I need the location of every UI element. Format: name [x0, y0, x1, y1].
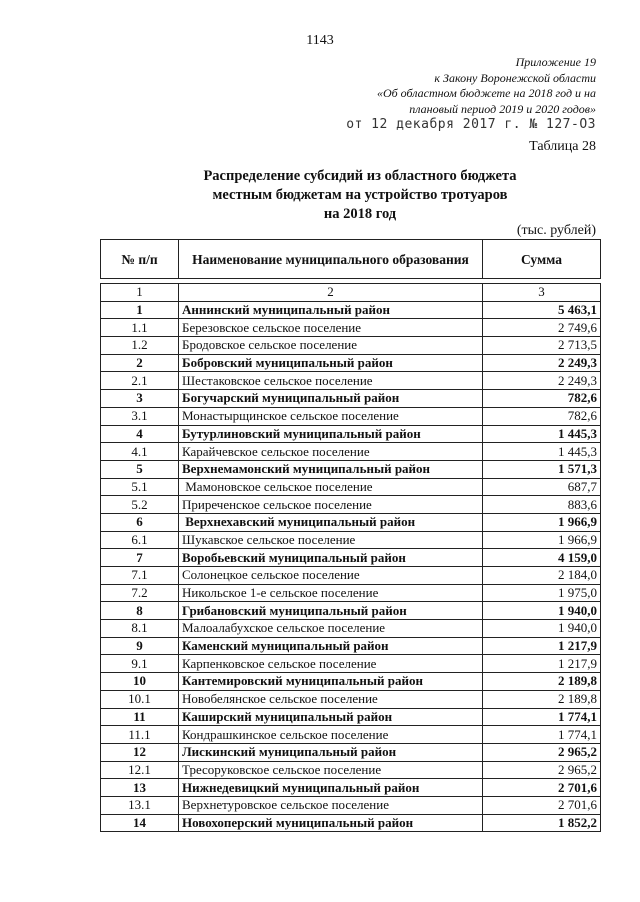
row-name: Мамоновское сельское поселение — [179, 478, 483, 496]
row-sum: 2 189,8 — [483, 690, 601, 708]
settlement-row — [101, 319, 601, 337]
row-name: Каменский муниципальный район — [179, 637, 483, 655]
row-number: 5 — [101, 460, 179, 478]
row-number: 10 — [101, 673, 179, 691]
row-name: Шестаковское сельское поселение — [179, 372, 483, 390]
row-sum: 1 774,1 — [483, 726, 601, 744]
settlement-row — [101, 655, 601, 673]
settlement-row — [101, 407, 601, 425]
row-number: 14 — [101, 814, 179, 832]
row-sum: 2 749,6 — [483, 319, 601, 337]
appendix-line-1: Приложение 19 — [515, 55, 596, 69]
header-number: № п/п — [101, 240, 179, 279]
district-row — [101, 425, 601, 443]
row-sum: 1 940,0 — [483, 620, 601, 638]
row-sum: 1 445,3 — [483, 443, 601, 461]
row-name: Верхнетуровское сельское поселение — [179, 796, 483, 814]
settlement-row — [101, 584, 601, 602]
row-sum: 687,7 — [483, 478, 601, 496]
row-number: 8 — [101, 602, 179, 620]
row-name: Воробьевский муниципальный район — [179, 549, 483, 567]
district-row — [101, 743, 601, 761]
district-row — [101, 354, 601, 372]
district-row — [101, 637, 601, 655]
row-number: 11.1 — [101, 726, 179, 744]
row-number: 1 — [101, 301, 179, 319]
row-sum: 1 975,0 — [483, 584, 601, 602]
row-number: 12.1 — [101, 761, 179, 779]
settlement-row — [101, 567, 601, 585]
law-date-stamp: от 12 декабря 2017 г. № 127-ОЗ — [346, 117, 596, 132]
row-name: Бутурлиновский муниципальный район — [179, 425, 483, 443]
subsidy-table — [100, 283, 601, 832]
row-sum: 2 701,6 — [483, 796, 601, 814]
row-sum: 5 463,1 — [483, 301, 601, 319]
settlement-row — [101, 372, 601, 390]
column-number-3: 3 — [483, 284, 601, 302]
row-number: 7 — [101, 549, 179, 567]
appendix-line-4: плановый период 2019 и 2020 годов» — [409, 101, 596, 116]
title-line-3: на 2018 год — [323, 206, 397, 222]
row-sum: 2 249,3 — [483, 354, 601, 372]
row-number: 13.1 — [101, 796, 179, 814]
page-number: 1143 — [306, 33, 334, 48]
row-number: 4.1 — [101, 443, 179, 461]
appendix-line-2: к Закону Воронежской области — [434, 70, 596, 85]
row-name: Никольское 1-е сельское поселение — [179, 584, 483, 602]
settlement-row — [101, 337, 601, 355]
row-name: Тресоруковское сельское поселение — [179, 761, 483, 779]
row-number: 2.1 — [101, 372, 179, 390]
column-number-1: 1 — [101, 284, 179, 302]
district-row — [101, 549, 601, 567]
row-number: 2 — [101, 354, 179, 372]
row-name: Каширский муниципальный район — [179, 708, 483, 726]
row-name: Богучарский муниципальный район — [179, 390, 483, 408]
district-row — [101, 390, 601, 408]
district-row — [101, 814, 601, 832]
row-name: Новобелянское сельское поселение — [179, 690, 483, 708]
district-row — [101, 673, 601, 691]
row-sum: 1 774,1 — [483, 708, 601, 726]
row-number: 7.2 — [101, 584, 179, 602]
settlement-row — [101, 726, 601, 744]
row-number: 5.1 — [101, 478, 179, 496]
row-sum: 883,6 — [483, 496, 601, 514]
settlement-row — [101, 443, 601, 461]
row-number: 1.2 — [101, 337, 179, 355]
row-sum: 1 445,3 — [483, 425, 601, 443]
row-number: 8.1 — [101, 620, 179, 638]
row-sum: 1 966,9 — [483, 531, 601, 549]
row-number: 3 — [101, 390, 179, 408]
district-row — [101, 513, 601, 531]
district-row — [101, 460, 601, 478]
row-number: 11 — [101, 708, 179, 726]
units-label: (тыс. рублей) — [516, 223, 596, 238]
row-name: Кантемировский муниципальный район — [179, 673, 483, 691]
row-name: Бродовское сельское поселение — [179, 337, 483, 355]
row-name: Монастырщинское сельское поселение — [179, 407, 483, 425]
row-number: 7.1 — [101, 567, 179, 585]
row-name: Лискинский муниципальный район — [179, 743, 483, 761]
row-name: Приреченское сельское поселение — [179, 496, 483, 514]
district-row — [101, 779, 601, 797]
row-sum: 2 965,2 — [483, 743, 601, 761]
row-name: Аннинский муниципальный район — [179, 301, 483, 319]
document-title — [0, 167, 640, 224]
column-number-2: 2 — [179, 284, 483, 302]
row-name: Малоалабухское сельское поселение — [179, 620, 483, 638]
row-name: Новохоперский муниципальный район — [179, 814, 483, 832]
row-sum: 2 189,8 — [483, 673, 601, 691]
settlement-row — [101, 531, 601, 549]
row-sum: 1 966,9 — [483, 513, 601, 531]
district-row — [101, 602, 601, 620]
row-name: Бобровский муниципальный район — [179, 354, 483, 372]
settlement-row — [101, 496, 601, 514]
row-sum: 2 184,0 — [483, 567, 601, 585]
row-sum: 1 940,0 — [483, 602, 601, 620]
table-label: Таблица 28 — [529, 139, 596, 154]
table-header — [100, 239, 601, 279]
row-number: 9.1 — [101, 655, 179, 673]
settlement-row — [101, 761, 601, 779]
row-name: Карпенковское сельское поселение — [179, 655, 483, 673]
settlement-row — [101, 478, 601, 496]
row-name: Верхнехавский муниципальный район — [179, 513, 483, 531]
row-name: Шукавское сельское поселение — [179, 531, 483, 549]
appendix-block — [346, 55, 596, 133]
row-sum: 1 852,2 — [483, 814, 601, 832]
column-numbers-row — [101, 284, 601, 302]
row-sum: 2 701,6 — [483, 779, 601, 797]
row-name: Кондрашкинское сельское поселение — [179, 726, 483, 744]
district-row — [101, 301, 601, 319]
row-name: Карайчевское сельское поселение — [179, 443, 483, 461]
row-name: Солонецкое сельское поселение — [179, 567, 483, 585]
settlement-row — [101, 620, 601, 638]
row-sum: 2 965,2 — [483, 761, 601, 779]
row-number: 4 — [101, 425, 179, 443]
district-row — [101, 708, 601, 726]
header-sum: Сумма — [483, 240, 601, 279]
row-name: Березовское сельское поселение — [179, 319, 483, 337]
row-sum: 1 571,3 — [483, 460, 601, 478]
row-sum: 782,6 — [483, 390, 601, 408]
row-number: 10.1 — [101, 690, 179, 708]
row-number: 1.1 — [101, 319, 179, 337]
header-name: Наименование муниципального образования — [179, 240, 483, 279]
row-sum: 1 217,9 — [483, 655, 601, 673]
title-line-2: местным бюджетам на устройство тротуаров — [212, 187, 508, 203]
title-line-1: Распределение субсидий из областного бюджета — [203, 168, 517, 184]
settlement-row — [101, 796, 601, 814]
row-name: Нижнедевицкий муниципальный район — [179, 779, 483, 797]
row-number: 5.2 — [101, 496, 179, 514]
row-number: 3.1 — [101, 407, 179, 425]
row-number: 6 — [101, 513, 179, 531]
row-name: Грибановский муниципальный район — [179, 602, 483, 620]
row-name: Верхнемамонский муниципальный район — [179, 460, 483, 478]
settlement-row — [101, 690, 601, 708]
row-sum: 4 159,0 — [483, 549, 601, 567]
row-sum: 1 217,9 — [483, 637, 601, 655]
row-sum: 782,6 — [483, 407, 601, 425]
appendix-line-3: «Об областном бюджете на 2018 год и на — [376, 86, 596, 100]
row-number: 12 — [101, 743, 179, 761]
row-number: 13 — [101, 779, 179, 797]
row-sum: 2 249,3 — [483, 372, 601, 390]
row-sum: 2 713,5 — [483, 337, 601, 355]
row-number: 9 — [101, 637, 179, 655]
row-number: 6.1 — [101, 531, 179, 549]
